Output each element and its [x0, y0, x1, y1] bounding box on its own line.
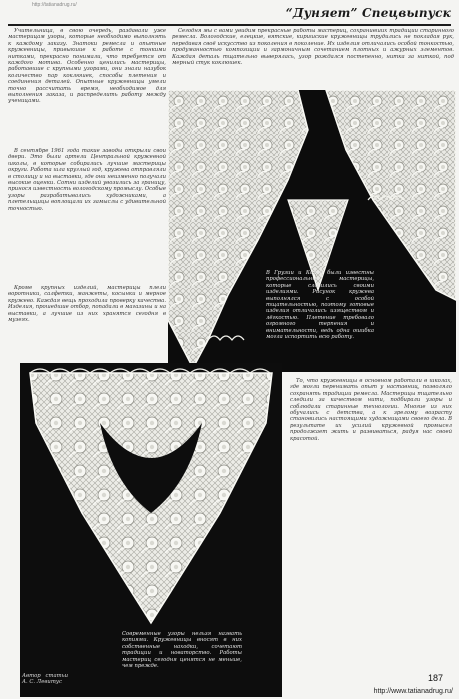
bottom-photo-caption: Современные узоры нельзя назвать копиями. Кружевницы вносят в них собственные находки, сочетают традиции и новаторство. Работы мастериц сегодня ценятся не меньше, чем прежде.: [122, 631, 242, 670]
author-note: Автор статьи А. С. Левитус: [22, 673, 68, 686]
paragraph: То, что кружевницы в основном работали в школах, где могли перенимать опыт у наставниц, позволяло сохранять традиции ремесла. Мастерицы тщательно следили за качеством нити, подбирали узоры и соблюдали старинные технологии. Многие из них обучались с детства, а к зрелому возрасту становились настоящими художницами своего дела. В результате их усилий кружевной промысел продолжает жить и развиваться, радуя нас своей красотой.: [290, 378, 452, 442]
page-header: “Дуняет” Спецвыпуск: [285, 6, 451, 20]
page-number: 187: [427, 673, 443, 683]
left-column-top: [8, 28, 166, 146]
site-url-footer[interactable]: http://www.tatianadrug.ru/: [373, 688, 453, 695]
top-photo-caption: В Грузии и Корее были известны профессиональные мастерицы, которые славились своими изделиями. Рисунок кружева выполнялся с особой тщательностью, поэтому готовые изделия отличались изяществом и лёгкостью. Плетение требовало огромного терпения и внимательности, ведь одна ошибка могла испортить всю работу.: [266, 270, 374, 341]
right-column-bottom: [290, 378, 452, 668]
top-right-text: [172, 28, 454, 88]
lace-photo-top: [168, 90, 456, 372]
lace-photo-bottom: [20, 363, 282, 697]
paragraph: Учительница, в свою очередь, раздавали уже мастерицам узоры, которые необходимо выполнять к каждому заказу. Знатоки ремесла и опытные кружевницы, привыкшие к работе с тонкими нитками, прекрасно понимали, что требуется от каждого мотива. Особенно ценились мастерицы, работавшие с крупными узорами, они знали назубок количество пар коклюшек, способы плетения и соединения деталей. Опытные кружевницы умели точно рассчитать время, необходимое для выполнения заказа, и распределить работу между ученицами.: [8, 28, 166, 105]
paragraph: Кроме крупных изделий, мастерицы плели воротники, салфетки, манжеты, косынки и мерное кружево. Каждая вещь проходила проверку качества. Изделия, прошедшие отбор, попадали в магазины и на выставки, а лучшие из них хранятся сегодня в музеях.: [8, 285, 166, 324]
paragraph: В сентябре 1961 года такие заводы открыли свои двери. Это были артели Центральной кружевной школы, в которые собирались лучшие мастерицы округи. Работа шла круглый год, кружева отправляли в столицу и на выставки, где они неизменно получали высокие оценки. Сотни изделий увозились за границу, принося известность вологодскому промыслу. Особые узоры разрабатывались художниками, а плетельщицы воплощали их замыслы с удивительной точностью.: [8, 148, 166, 212]
header-rule: [8, 24, 451, 26]
site-url-top[interactable]: http://tatianadrug.ru/: [32, 2, 77, 8]
paragraph: Сегодня мы с вами увидим прекрасные работы мастериц, сохранивших традиции старинного ремесла. Вологодские, елецкие, вятские, киришские кружевницы трудились не покладая рук, передавая своё искусство из поколения в поколение. Их изделия отличались особой тонкостью, продуманностью композиции и гармоничным сочетанием плотных и ажурных элементов. Каждая деталь тщательно выверялась, узор рождался постепенно, нитка за ниткой, под мерный стук коклюшек.: [172, 28, 454, 67]
left-column-bottom: [8, 285, 166, 360]
left-column-middle: [8, 148, 166, 283]
